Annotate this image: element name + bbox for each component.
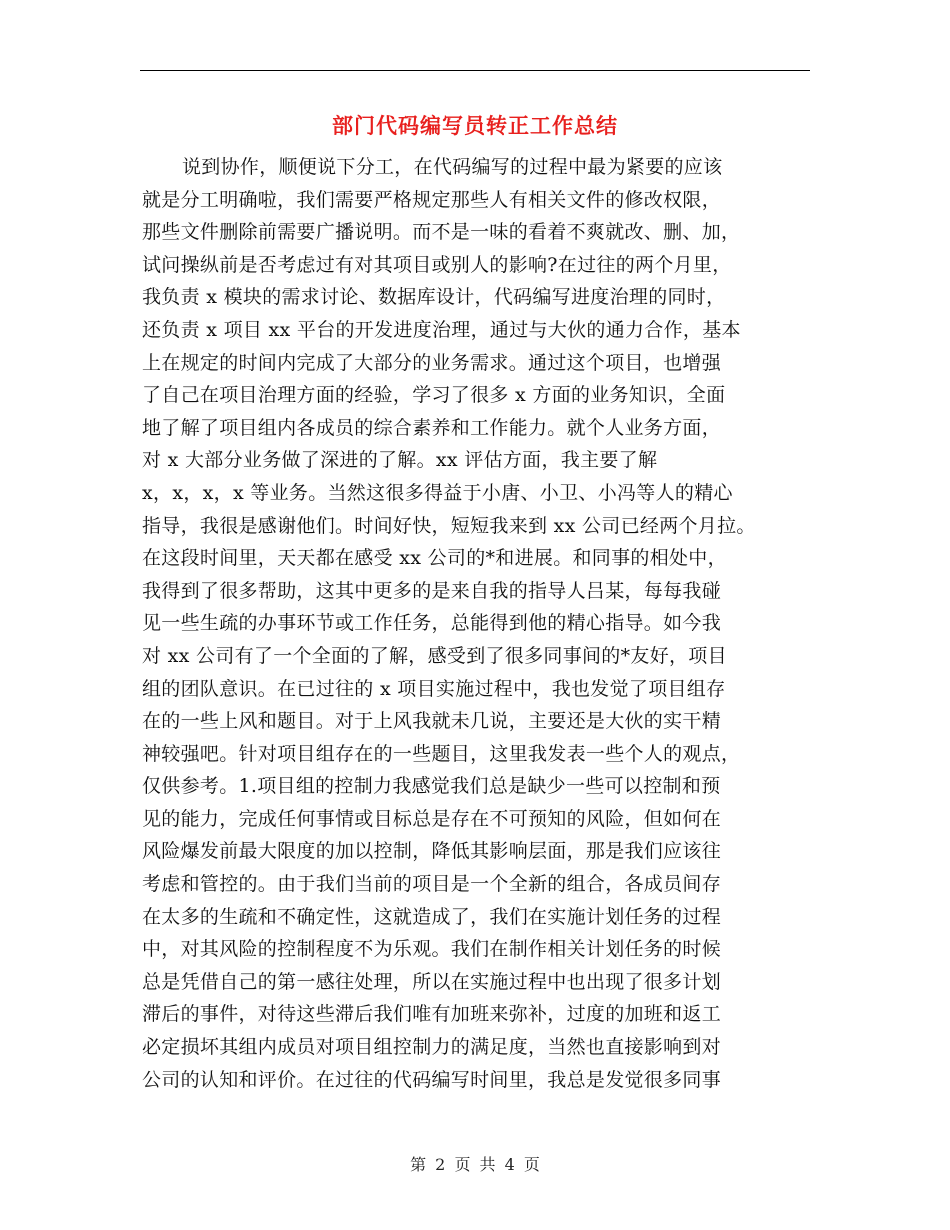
text-line: 对 x 大部分业务做了深进的了解。xx 评估方面，我主要了解 [142, 449, 658, 472]
text-line: 考虑和管控的。由于我们当前的项目是一个全新的组合，各成员间存 [142, 873, 722, 896]
text-line: 滞后的事件，对待这些滞后我们唯有加班来弥补，过度的加班和返工 [142, 1003, 722, 1026]
text-line: 见的能力，完成任何事情或目标总是存在不可预知的风险，但如何在 [142, 807, 722, 830]
text-line: 在这段时间里，天天都在感受 xx 公司的*和进展。和同事的相处中， [142, 547, 727, 570]
text-line: 在太多的生疏和不确定性，这就造成了，我们在实施计划任务的过程 [142, 905, 722, 928]
header-rule [140, 70, 810, 71]
text-line: x，x，x，x 等业务。当然这很多得益于小唐、小卫、小冯等人的精心 [142, 481, 733, 504]
text-line: 那些文件删除前需要广播说明。而不是一味的看着不爽就改、删、加， [142, 221, 741, 244]
text-line: 我负责 x 模块的需求讨论、数据库设计，代码编写进度治理的同时， [142, 286, 726, 309]
text-line: 我得到了很多帮助，这其中更多的是来自我的指导人吕某，每每我碰 [142, 579, 722, 602]
text-line: 风险爆发前最大限度的加以控制，降低其影响层面，那是我们应该往 [142, 840, 722, 863]
text-line: 试问操纵前是否考虑过有对其项目或别人的影响?在过往的两个月里， [142, 253, 732, 276]
page-number-footer: 第 2 页 共 4 页 [410, 1155, 540, 1174]
text-line: 就是分工明确啦，我们需要严格规定那些人有相关文件的修改权限， [142, 188, 722, 211]
text-line: 地了解了项目组内各成员的综合素养和工作能力。就个人业务方面， [142, 416, 722, 439]
text-line: 神较强吧。针对项目组存在的一些题目，这里我发表一些个人的观点， [142, 742, 741, 765]
text-line: 上在规定的时间内完成了大部分的业务需求。通过这个项目，也增强 [142, 351, 722, 374]
text-line: 总是凭借自己的第一感往处理，所以在实施过程中也出现了很多计划 [142, 970, 722, 993]
text-line: 指导，我很是感谢他们。时间好快，短短我来到 xx 公司已经两个月拉。 [142, 514, 756, 537]
text-line: 必定损坏其组内成员对项目组控制力的满足度，当然也直接影响到对 [142, 1036, 722, 1059]
text-line: 见一些生疏的办事环节或工作任务，总能得到他的精心指导。如今我 [142, 612, 722, 635]
text-line: 公司的认知和评价。在过往的代码编写时间里，我总是发觉很多同事 [142, 1068, 722, 1091]
text-line: 对 xx 公司有了一个全面的了解，感受到了很多同事间的*友好，项目 [142, 644, 727, 667]
text-line: 组的团队意识。在已过往的 x 项目实施过程中，我也发觉了项目组存 [142, 677, 726, 700]
body-text [142, 151, 822, 1096]
text-line: 了自己在项目治理方面的经验，学习了很多 x 方面的业务知识，全面 [142, 384, 726, 407]
text-line: 在的一些上风和题目。对于上风我就未几说，主要还是大伙的实干精 [142, 710, 722, 733]
text-line: 还负责 x 项目 xx 平台的开发进度治理，通过与大伙的通力合作，基本 [142, 318, 741, 341]
text-line: 仅供参考。1.项目组的控制力我感觉我们总是缺少一些可以控制和预 [142, 775, 721, 798]
document-title: 部门代码编写员转正工作总结 [332, 113, 618, 138]
text-line: 说到协作，顺便说下分工，在代码编写的过程中最为紧要的应该 [182, 156, 723, 178]
text-line: 中，对其风险的控制程度不为乐观。我们在制作相关计划任务的时候 [142, 938, 722, 961]
